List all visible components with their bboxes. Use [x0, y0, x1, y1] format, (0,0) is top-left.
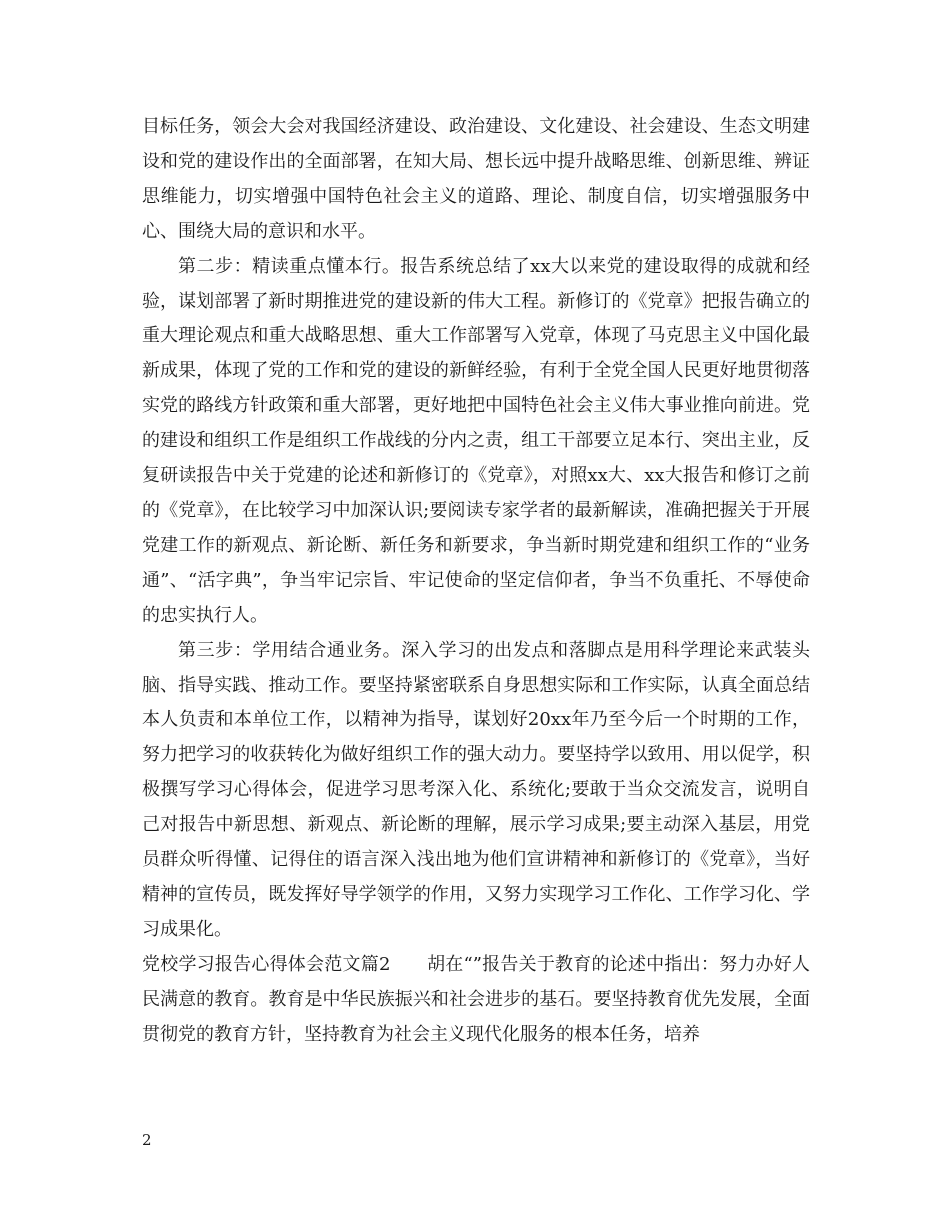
- paragraph-step-two: 第二步：精读重点懂本行。报告系统总结了xx大以来党的建设取得的成就和经验，谋划部署了新时期推进党的建设新的伟大工程。新修订的《党章》把报告确立的重大理论观点和重大战略思想、重大工作部署写入党章，体现了马克思主义中国化最新成果，体现了党的工作和党的建设的新鲜经验，有利于全党全国人民更好地贯彻落实党的路线方针政策和重大部署，更好地把中国特色社会主义伟大事业推向前进。党的建设和组织工作是组织工作战线的分内之责，组工干部要立足本行、突出主业，反复研读报告中关于党建的论述和新修订的《党章》，对照xx大、xx大报告和修订之前的《党章》，在比较学习中加深认识;要阅读专家学者的最新解读，准确把握关于开展党建工作的新观点、新论断、新任务和新要求，争当新时期党建和组织工作的“业务通”、“活字典”，争当牢记宗旨、牢记使命的坚定信仰者，争当不负重托、不辱使命的忠实执行人。: [142, 255, 810, 626]
- page-number: 2: [142, 1131, 152, 1149]
- document-body: [142, 110, 810, 1052]
- paragraph-step-three: 第三步：学用结合通业务。深入学习的出发点和落脚点是用科学理论来武装头脑、指导实践、推动工作。要坚持紧密联系自身思想实际和工作实际，认真全面总结本人负责和本单位工作，以精神为指导，谋划好20xx年乃至今后一个时期的工作，努力把学习的收获转化为做好组织工作的强大动力。要坚持学以致用、用以促学，积极撰写学习心得体会，促进学习思考深入化、系统化;要敢于当众交流发言，说明自己对报告中新思想、新观点、新论断的理解，展示学习成果;要主动深入基层，用党员群众听得懂、记得住的语言深入浅出地为他们宣讲精神和新修订的《党章》，当好精神的宣传员，既发挥好导学领学的作用，又努力实现学习工作化、工作学习化、学习成果化。: [142, 639, 810, 940]
- paragraph-continuation: 目标任务，领会大会对我国经济建设、政治建设、文化建设、社会建设、生态文明建设和党的建设作出的全面部署，在知大局、想长远中提升战略思维、创新思维、辨证思维能力，切实增强中国特色社会主义的道路、理论、制度自信，切实增强服务中心、围绕大局的意识和水平。: [142, 116, 810, 242]
- paragraph-essay-two: 党校学习报告心得体会范文篇2 胡在“”报告关于教育的论述中指出：努力办好人民满意的教育。教育是中华民族振兴和社会进步的基石。要坚持教育优先发展，全面贯彻党的教育方针，坚持教育为社会主义现代化服务的根本任务，培养: [142, 953, 810, 1045]
